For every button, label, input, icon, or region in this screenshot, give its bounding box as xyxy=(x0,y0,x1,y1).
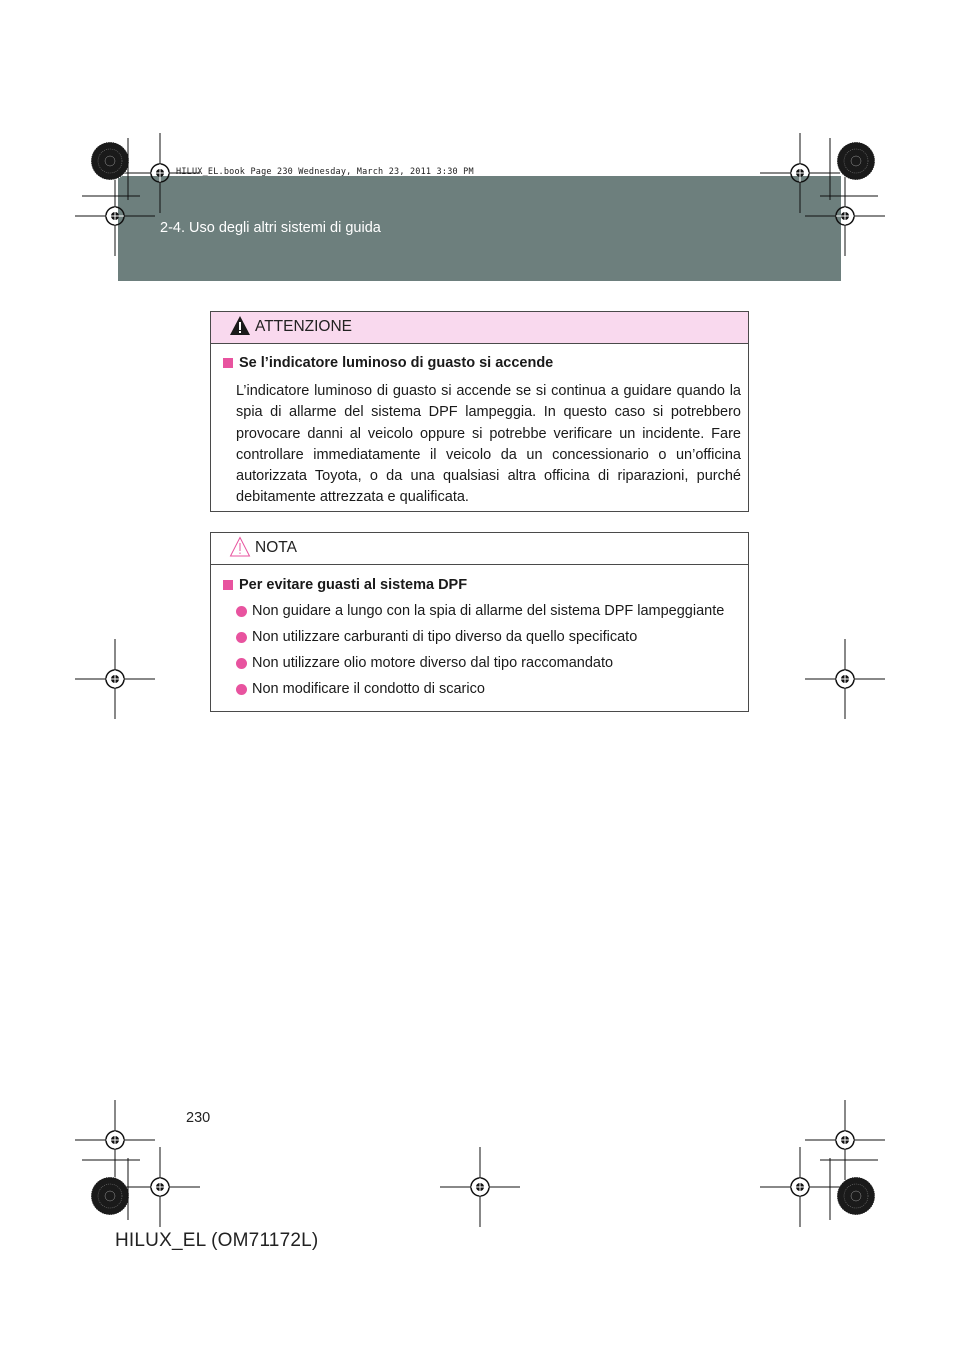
star-target-icon xyxy=(91,1177,129,1215)
registration-mark-icon xyxy=(75,1100,155,1180)
document-id: HILUX_EL (OM71172L) xyxy=(115,1230,319,1251)
star-target-icon xyxy=(91,142,129,180)
list-item: Non modificare il condotto di scarico xyxy=(236,680,741,698)
registration-mark-icon xyxy=(805,639,885,719)
registration-mark-icon xyxy=(760,1147,840,1227)
section-title: 2-4. Uso degli altri sistemi di guida xyxy=(160,220,381,236)
page-number: 230 xyxy=(186,1110,211,1126)
list-item: Non utilizzare olio motore diverso dal tipo raccomandato xyxy=(236,654,741,672)
warning-box-title: ATTENZIONE xyxy=(255,318,353,335)
list-item: Non guidare a lungo con la spia di allarme del sistema DPF lampeggiante xyxy=(236,602,741,620)
registration-mark-icon xyxy=(760,133,840,213)
warning-paragraph: L’indicatore luminoso di guasto si accende se si continua a guidare quando la spia di allarme del sistema DPF lampeggia. In questo caso si potrebbero provocare danni al veicolo oppure si potrebbe verificare un incidente. Fare controllare immediatamente il veicolo da un concessionario o un’officina autorizzata Toyota, o da una qualsiasi altra officina di riparazioni, purché debitamente attrezzata e qualificata. xyxy=(236,383,741,506)
note-box-title: NOTA xyxy=(255,539,297,556)
star-target-icon xyxy=(837,1177,875,1215)
registration-mark-icon xyxy=(440,1147,520,1227)
registration-mark-icon xyxy=(805,176,885,256)
note-subheading-text: Per evitare guasti al sistema DPF xyxy=(239,577,468,593)
star-target-icon xyxy=(837,142,875,180)
registration-mark-icon xyxy=(75,176,155,256)
registration-mark-icon xyxy=(805,1100,885,1180)
registration-mark-icon xyxy=(75,639,155,719)
warning-subheading-text: Se l’indicatore luminoso di guasto si accende xyxy=(239,355,554,371)
registration-mark-icon xyxy=(120,133,200,213)
print-stamp: HILUX_EL.book Page 230 Wednesday, March 23, 2011 3:30 PM xyxy=(176,167,474,177)
list-item: Non utilizzare carburanti di tipo diverso da quello specificato xyxy=(236,628,741,646)
registration-mark-icon xyxy=(120,1147,200,1227)
